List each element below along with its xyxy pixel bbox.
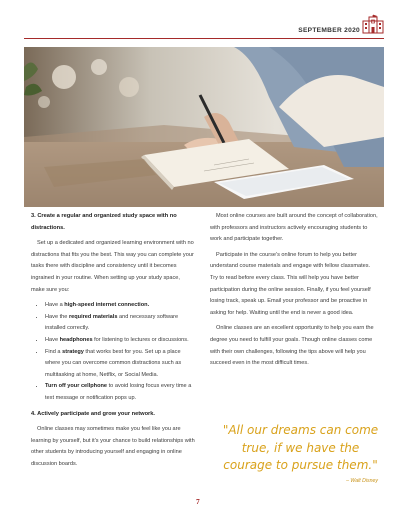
study-space-checklist <box>31 300 195 404</box>
forum-paragraph: Participate in the course's online forum to help you better understand course materials and engage with fellow classmates. Try to read before every class. This will help you have better participation during the online session. Finally, if you feel yourself losing track, speak up. Email your professor and be proactive in asking for help. Waiting until the end is never a good idea. <box>210 251 371 316</box>
pull-quote: "All our dreams can come true, if we have the courage to pursue them." <box>222 423 379 472</box>
list-item: • Have a high-speed internet connection. <box>45 300 195 312</box>
list-item: • Have headphones for listening to lectures or discussions. <box>45 335 195 347</box>
list-item: • Find a strategy that works best for you. Set up a place where you can overcome common distractions such as multitasking at home, Netflix, or Social Media. <box>45 347 195 382</box>
section-4-paragraph: Online classes may sometimes make you feel like you are learning by yourself, but it's your chance to build relationships with other students by introducing yourself and engaging in online discussion boards. <box>31 426 195 467</box>
page-number: 7 <box>196 497 200 506</box>
list-item: • Turn off your cellphone to avoid losing focus every time a text message or notification pops up. <box>45 381 195 404</box>
student-writing-photo <box>24 47 384 207</box>
quote-author: – Walt Disney <box>346 478 378 484</box>
left-column <box>31 211 195 474</box>
issue-date: SEPTEMBER 2020 <box>298 27 360 34</box>
school-building-icon <box>362 14 384 34</box>
section-3-paragraph: Set up a dedicated and organized learning environment with no distractions that fits you the best. This way you can complete your tasks there with discipline and consistency until it becomes ingrained in your routine. When setting up your study space, make sure you: <box>31 240 194 293</box>
collaboration-paragraph: Most online courses are built around the concept of collaboration, with professors and instructors actively encouraging students to work and participate together. <box>210 213 378 243</box>
list-item: • Have the required materials and necessary software installed correctly. <box>45 312 195 335</box>
header-divider <box>24 38 384 39</box>
conclusion-paragraph: Online classes are an excellent opportunity to help you earn the degree you need to fulfill your goals. Though online classes come with their own challenges, following the tips above will help you succeed even in the most difficult times. <box>210 325 374 367</box>
section-3-heading: 3. Create a regular and organized study space with no distractions. <box>31 213 177 231</box>
right-column <box>210 211 378 374</box>
section-4-heading: 4. Actively participate and grow your network. <box>31 410 155 417</box>
